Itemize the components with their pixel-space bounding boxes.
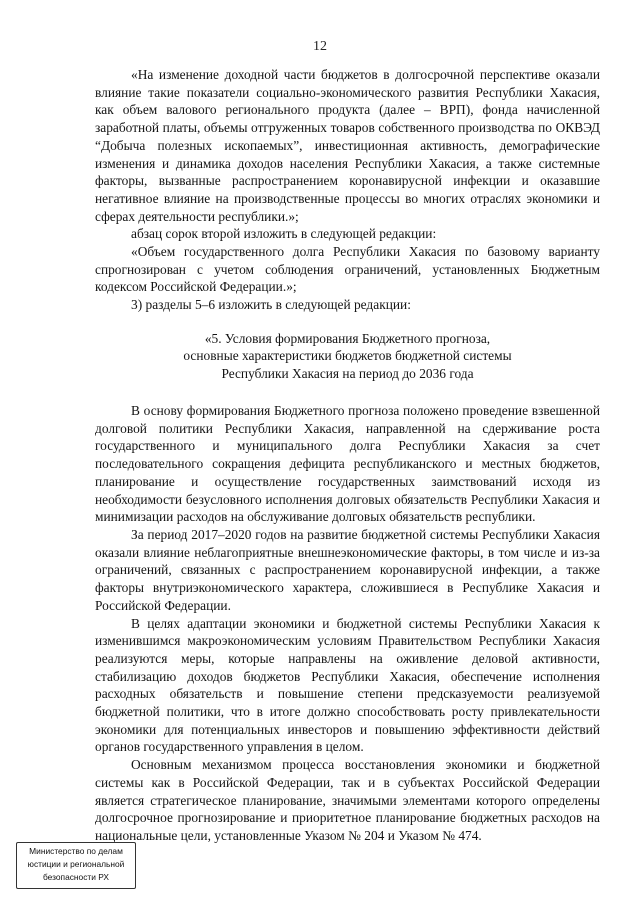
paragraph: Основным механизмом процесса восстановления экономики и бюджетной системы как в Российской Федерации, так и в субъектах Российской Федерации является стратегическое планирование, значимыми элементами которого определены долгосрочное прогнозирование и приоритетное планирование бюджетных расходов на национальные цели, установленные Указом № 204 и Указом № 474.	[95, 757, 600, 843]
section-heading-line: основные характеристики бюджетов бюджетной системы	[183, 348, 512, 364]
stamp-line: безопасности РХ	[42, 872, 110, 882]
stamp-line: юстиции и региональной	[27, 859, 125, 869]
paragraph: «Объем государственного долга Республики Хакасия по базовому варианту спрогнозирован с учетом соблюдения ограничений, установленных Бюджетным кодексом Российской Федерации.»;	[95, 244, 600, 295]
page-number: 12	[313, 39, 327, 54]
paragraph: 3) разделы 5–6 изложить в следующей редакции:	[131, 297, 411, 313]
ministry-stamp	[16, 842, 136, 889]
paragraph: абзац сорок второй изложить в следующей редакции:	[131, 226, 437, 242]
section-heading	[95, 330, 600, 382]
paragraph: За период 2017–2020 годов на развитие бюджетной системы Республики Хакасия оказали влияние неблагоприятные внешнеэкономические факторы, в том числе и из-за ограничений, связанных с распространением коронавирусной инфекции, а также факторы внутриэкономического характера, сложившиеся в Республике Хакасия и Российской Федерации.	[95, 526, 600, 613]
paragraph: В целях адаптации экономики и бюджетной системы Республики Хакасия к изменившимся макроэкономическим условиям Правительством Республики Хакасия реализуются меры, которые направлены на оживление деловой активности, стабилизацию доходов бюджетов Республики Хакасия, обеспечение исполнения расходных обязательств и повышение степени предсказуемости реализуемой бюджетной политики, что в итоге должно способствовать росту привлекательности экономики для потенциальных инвесторов и повышению эффективности действий органов государственного управления в целом.	[95, 615, 600, 755]
section-heading-line: Республики Хакасия на период до 2036 года	[221, 365, 474, 381]
section-heading-line: «5. Условия формирования Бюджетного прогноза,	[204, 330, 491, 346]
stamp-line: Министерство по делам	[29, 846, 123, 856]
paragraph: «На изменение доходной части бюджетов в долгосрочной перспективе оказали влияние такие показатели социально-экономического развития Республики Хакасия, как объем валового регионального продукта (далее – ВРП), фонда начисленной заработной платы, объемы отгруженных товаров собственного производства по ОКВЭД “Добыча полезных ископаемых”, инвестиционная активность, демографические изменения и динамика доходов населения Республики Хакасия, а также системные факторы, вызванные распространением коронавирусной инфекции и оказавшие негативное влияние на производственные процессы во многих отраслях экономики и сферах деятельности республики.»;	[95, 67, 600, 224]
document-body	[95, 66, 600, 845]
paragraph: В основу формирования Бюджетного прогноза положено проведение взвешенной долговой политики Республики Хакасия, направленной на сдерживание роста государственного и муниципального долга Республики Хакасия за счет последовательного сокращения дефицита республиканского и местных бюджетов, планирование и осуществление государственных заимствований исходя из необходимости безусловного исполнения долговых обязательств Республики Хакасия и минимизации расходов на обслуживание долговых обязательств республики.	[95, 403, 600, 525]
